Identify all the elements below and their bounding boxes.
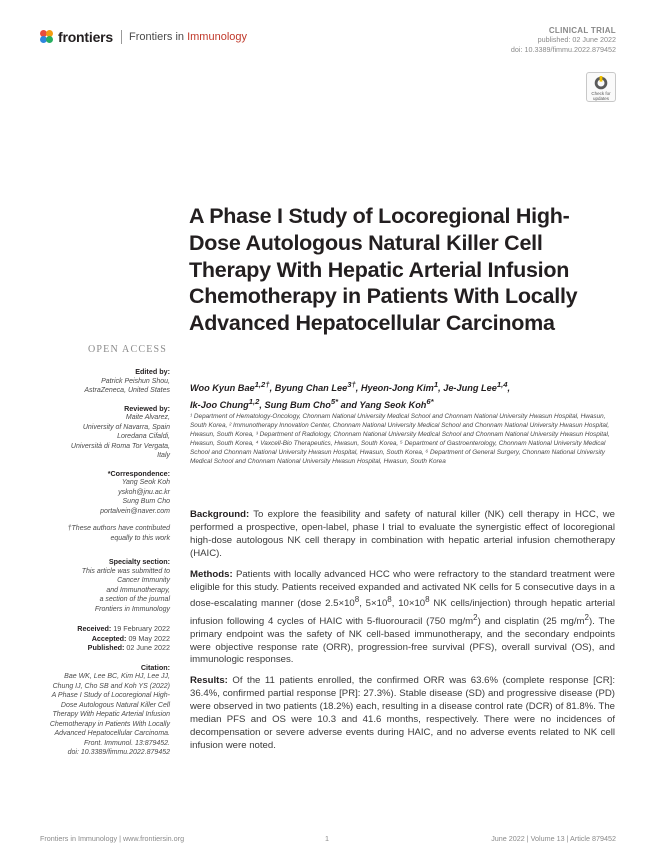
specialty-line: and Immunotherapy, bbox=[106, 586, 170, 594]
citation-line: Advanced Hepatocellular Carcinoma. bbox=[54, 730, 170, 738]
section-text: To explore the feasibility and safety of natural killer (NK) cell therapy in HCC, we performed a prospective, open-label, phase I trial to evaluate the synergistic effect of locoregional high-dose autologous NK cell therapy in combination with hepatic arterial infusion chemotherapy (HAIC). bbox=[190, 509, 615, 559]
correspondent-name: Sung Bum Cho bbox=[122, 498, 170, 505]
edited-by bbox=[20, 367, 170, 396]
specialty-line: Cancer Immunity bbox=[117, 577, 170, 584]
author-affil: 1 bbox=[433, 380, 439, 389]
citation-line: Front. Immunol. 13:879452. bbox=[84, 739, 170, 747]
section-heading: Background: bbox=[190, 509, 250, 520]
correspondent-name: Yang Seok Koh bbox=[121, 479, 170, 486]
author-list: Woo Kyun Bae$^{1,2\dagger}$, Byung Chan Lee$^{3\dagger}$, Hyeon-Jong Kim$^1$, Je-Jung Lee$^{1,4}$, Ik-Joo Chung$^{1,2}$, Sung Bum Cho$^{5*}$ and Yang Seok Koh$^{6*}$ bbox=[190, 380, 511, 411]
author-affil: 1,2† bbox=[254, 380, 270, 389]
equal-contribution-note bbox=[20, 524, 170, 543]
footer-volume: June 2022 | Volume 13 | Article 879452 bbox=[491, 834, 616, 843]
editor-line: Patrick Peishun Shou, bbox=[101, 377, 170, 385]
open-access-label: OPEN ACCESS bbox=[88, 344, 168, 355]
reviewer-line: Università di Roma Tor Vergata, bbox=[70, 442, 170, 450]
citation-line: Therapy With Hepatic Arterial Infusion bbox=[52, 711, 170, 719]
article-sidebar bbox=[20, 367, 170, 766]
citation-label: Citation: bbox=[140, 662, 170, 672]
citation-line: Chung IJ, Cho SB and Koh YS (2022) bbox=[52, 682, 170, 690]
author-affil: 1,4 bbox=[496, 380, 508, 389]
specialty-section bbox=[20, 557, 170, 614]
specialty-line: Frontiers in Immunology bbox=[94, 605, 170, 613]
reviewed-by bbox=[20, 404, 170, 461]
abstract bbox=[190, 509, 615, 761]
citation-line: Dose Autologous Natural Killer Cell bbox=[60, 701, 170, 709]
editor-line: AstraZeneca, United States bbox=[84, 387, 170, 394]
note-line: †These authors have contributed bbox=[67, 525, 170, 532]
abstract-background bbox=[190, 509, 615, 561]
logo-divider bbox=[121, 30, 122, 44]
author-name[interactable]: Yang Seok Koh bbox=[359, 400, 427, 411]
article-doi[interactable]: doi: 10.3389/fimmu.2022.879452 bbox=[510, 45, 616, 54]
frontiers-logo-icon bbox=[40, 30, 54, 44]
specialty-line: a section of the journal bbox=[99, 596, 170, 603]
reviewer-line: University of Navarra, Spain bbox=[82, 423, 170, 431]
journal-prefix: Frontiers in bbox=[129, 31, 188, 43]
author-name[interactable]: Hyeon-Jong Kim bbox=[360, 383, 434, 394]
author-affiliations: ¹ Department of Hematology-Oncology, Chonnam National University Medical School and Chonnam National University Hwasun Hospital, Hwasun, South Korea, ² Immunotherapy Innovation Center, Chonnam National University Medical School and Chonnam National University Hwasun Hospital, Hwasun, South Korea, ³ Department of Radiology, Chonnam National University Medical School and Chonnam National University Hwasun Hospital, Hwasun, South Korea, ⁴ Vaxcell-Bio Therapeutics, Hwasun, South Korea, ⁵ Department of Gastroenterology, Chonnam National University Medical School and Chonnam National University Hwasun Hospital, Hwasun, South Korea, ⁶ Department of General Surgery, Chonnam National University Medical School and Chonnam National University Hwasun Hospital, Hwasun, South Korea bbox=[190, 413, 610, 466]
section-heading: Results: bbox=[190, 675, 228, 687]
citation-line: Chemotherapy in Patients With Locally bbox=[49, 720, 170, 728]
author-affil: 5* bbox=[330, 397, 339, 407]
article-type: CLINICAL TRIAL bbox=[548, 26, 616, 35]
journal-title: Immunology bbox=[187, 31, 247, 43]
author-conjunction: and bbox=[340, 400, 357, 411]
correspondence bbox=[20, 469, 170, 517]
citation-doi[interactable]: doi: 10.3389/fimmu.2022.879452 bbox=[67, 749, 170, 757]
author-name[interactable]: Woo Kyun Bae bbox=[190, 383, 255, 394]
section-text: Of the 11 patients enrolled, the confirmed ORR was 63.6% (complete response [CR]: 36.4%, confirmed partial response [PR]: 27.3%). Stable disease (SD) and progressive disease (PD) were observed in two patients (18.2%) each, resulting in a disease control rate (DCR) of 81.8%. The median PFS and OS were 10.3 and 41.6 months, respectively. There were no incidences of decompensation or severe adverse events during HAIC, and no adverse events related to NK cell infusion were noted. bbox=[190, 675, 615, 751]
author-name[interactable]: Je-Jung Lee bbox=[443, 383, 497, 394]
journal-name[interactable] bbox=[129, 31, 247, 43]
author-name[interactable]: Ik-Joo Chung bbox=[190, 400, 249, 411]
check-for-updates-button[interactable] bbox=[586, 72, 616, 102]
author-name[interactable]: Byung Chan Lee bbox=[274, 383, 348, 394]
citation-line: Bae WK, Lee BC, Kim HJ, Lee JJ, bbox=[64, 673, 170, 681]
accepted-date: Accepted: 09 May 2022 bbox=[91, 633, 170, 643]
author-name[interactable]: Sung Bum Cho bbox=[264, 400, 331, 411]
article-title: A Phase I Study of Locoregional High-Dose Autologous Natural Killer Cell Therapy With Hepatic Arterial Infusion Chemotherapy in Patients With Locally Advanced Hepatocellular Carcinoma bbox=[189, 204, 578, 336]
author-affil: 1,2 bbox=[248, 397, 260, 407]
section-heading: Methods: bbox=[190, 568, 233, 580]
check-updates-icon bbox=[594, 76, 608, 90]
reviewed-by-label: Reviewed by: bbox=[124, 403, 170, 413]
article-dates bbox=[20, 624, 170, 653]
abstract-results bbox=[190, 675, 615, 752]
reviewer-line: Loredana Cifaldi, bbox=[117, 433, 170, 440]
article-meta bbox=[511, 26, 616, 55]
received-date: Received: 19 February 2022 bbox=[77, 624, 170, 633]
reviewer-line: Maite Alvarez, bbox=[125, 414, 170, 421]
citation-line: A Phase I Study of Locoregional High- bbox=[51, 692, 170, 700]
specialty-label: Specialty section: bbox=[108, 557, 170, 566]
citation bbox=[20, 663, 170, 758]
correspondent-email[interactable]: yskoh@jnu.ac.kr bbox=[118, 488, 170, 496]
author-affil: 6* bbox=[426, 397, 434, 407]
note-line: equally to this work bbox=[110, 534, 170, 542]
correspondent-email[interactable]: portalvein@naver.com bbox=[100, 507, 170, 515]
published-date: published: 02 June 2022 bbox=[537, 35, 616, 44]
footer-journal-link[interactable]: Frontiers in Immunology | www.frontiersin.org bbox=[40, 834, 185, 843]
abstract-methods: Methods: Patients with locally advanced HCC who were refractory to the standard treatment were eligible for this study. Patients received expanded and activated NK cells for 5 consecutive days in a dose-escalating manner (dose $2.5\times 10^8$, $5\times 10^8$, $10\times 10^8$ NK cells/injection) through hepatic arterial infusion following 4 cycles of HAIC with 5-fluorouracil (750 $mg/m^2$) and cisplatin (25 $mg/m^2$). The primary endpoint was the safety of NK cell-based immunotherapy, and the secondary endpoints were objective response rate (ORR), progression-free survival (PFS), overall survival (OS), and immunologic responses. bbox=[190, 568, 616, 666]
brand-name: frontiers bbox=[58, 29, 113, 45]
published-date-sidebar: Published: 02 June 2022 bbox=[87, 643, 170, 653]
correspondence-label: *Correspondence: bbox=[107, 468, 170, 478]
author-affil: 3† bbox=[347, 380, 356, 389]
page-number: 1 bbox=[325, 834, 329, 843]
frontiers-logo[interactable] bbox=[40, 29, 247, 45]
edited-by-label: Edited by: bbox=[135, 367, 170, 376]
specialty-line: This article was submitted to bbox=[81, 567, 170, 575]
check-updates-label: Check for updates bbox=[591, 91, 611, 101]
reviewer-line: Italy bbox=[157, 452, 170, 459]
